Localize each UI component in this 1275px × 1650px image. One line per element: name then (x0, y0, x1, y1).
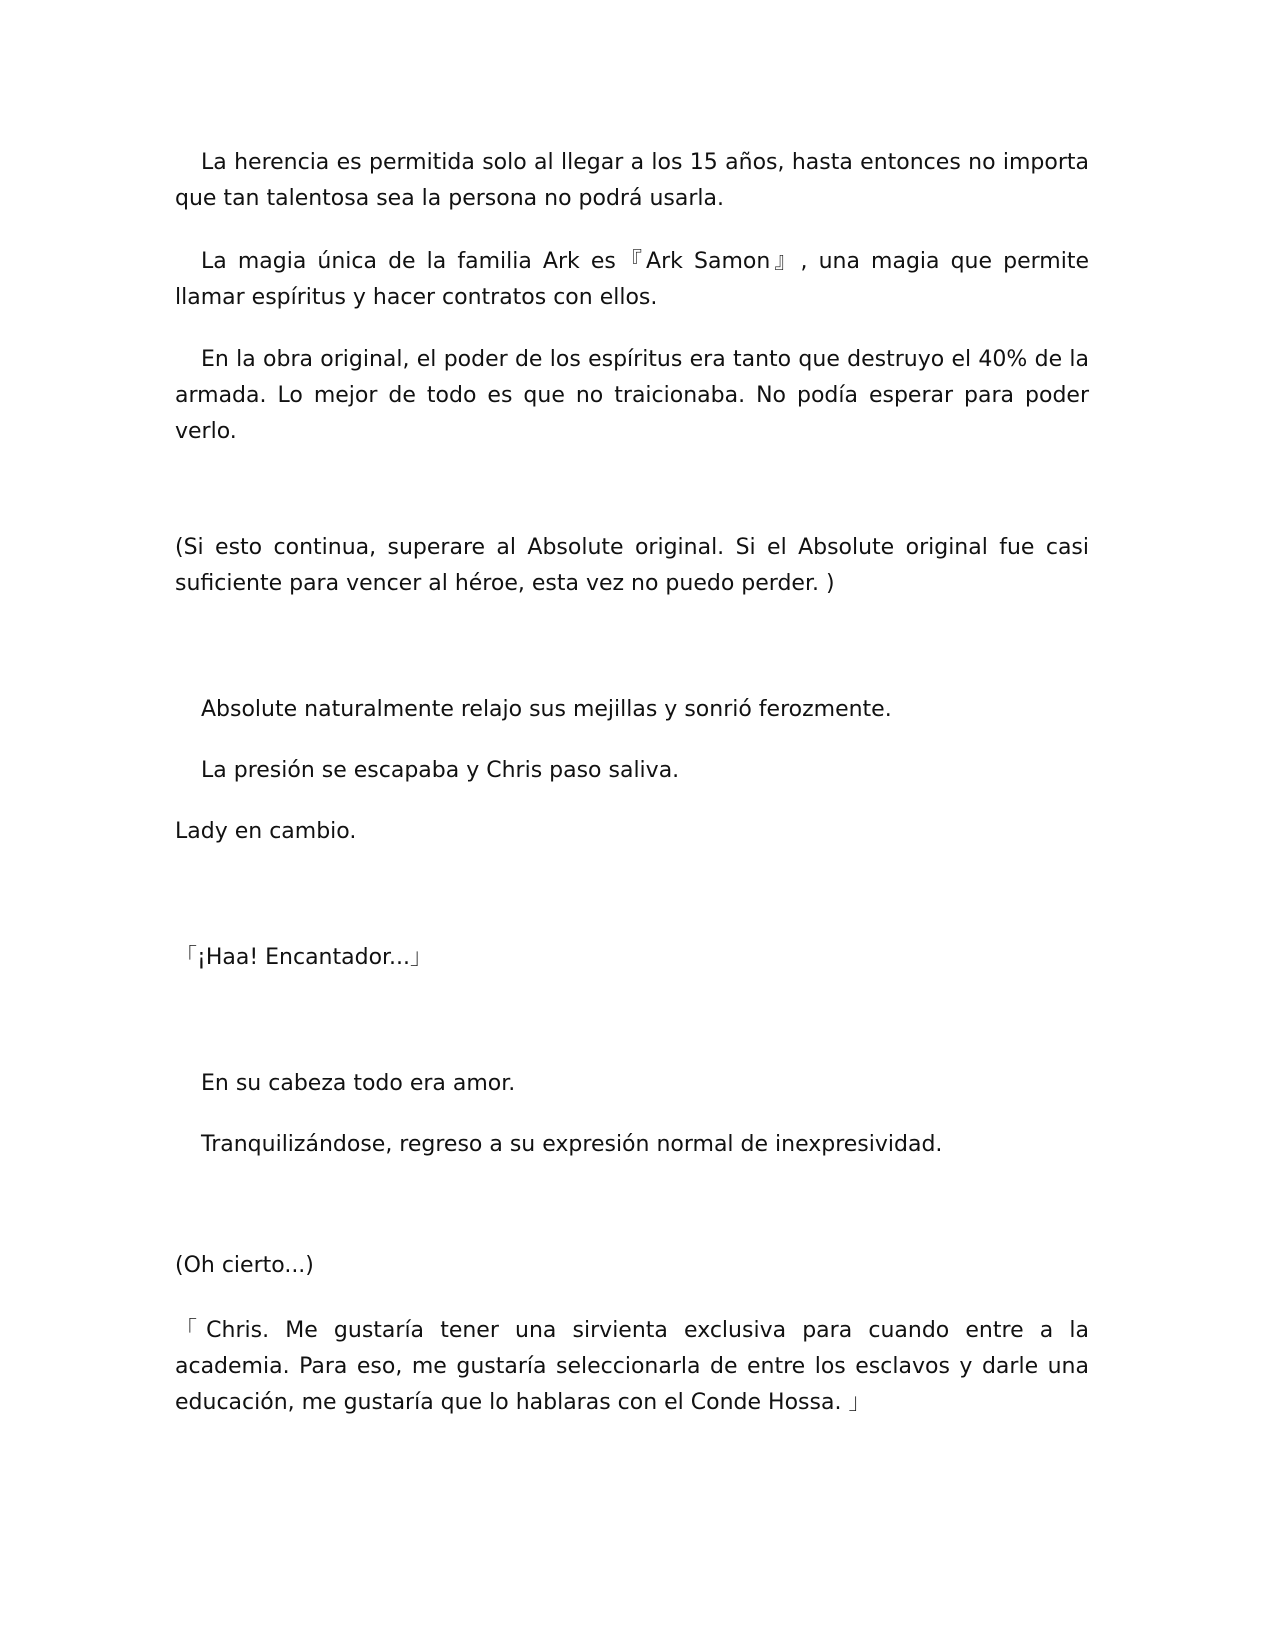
paragraph-absolute-smile: Absolute naturalmente relajo sus mejillas y sonrió ferozmente. (201, 697, 892, 722)
paragraph-love: En su cabeza todo era amor. (201, 1071, 516, 1096)
paragraph-chris-pressure: La presión se escapaba y Chris paso saliva. (201, 758, 680, 783)
paragraph-ark-magic: La magia única de la familia Ark es『Ark Samon』, una magia que permite llamar espíritus y hacer contratos con ellos. (175, 249, 1089, 310)
paragraph-absolute-thought: (Si esto continua, superare al Absolute original. Si el Absolute original fue casi suficiente para vencer al héroe, esta vez no puedo perder. ) (175, 535, 1089, 596)
paragraph-chris-request: 「Chris. Me gustaría tener una sirvienta exclusiva para cuando entre a la academia. Para eso, me gustaría seleccionarla de entre los esclavos y darle una educación, me gustaría que lo hablaras con el Conde Hossa. 」 (175, 1318, 1089, 1415)
paragraph-calm: Tranquilizándose, regreso a su expresión normal de inexpresividad. (201, 1132, 943, 1157)
paragraph-lady-dialogue: 「¡Haa! Encantador...」 (175, 945, 433, 970)
paragraph-lady: Lady en cambio. (175, 819, 357, 844)
paragraph-spirits-power: En la obra original, el poder de los espíritus era tanto que destruyo el 40% de la armada. Lo mejor de todo es que no traicionaba. No podía esperar para poder verlo. (175, 347, 1089, 444)
paragraph-oh-right: (Oh cierto...) (175, 1253, 314, 1278)
paragraph-inheritance: La herencia es permitida solo al llegar a los 15 años, hasta entonces no importa que tan talentosa sea la persona no podrá usarla. (175, 150, 1089, 211)
